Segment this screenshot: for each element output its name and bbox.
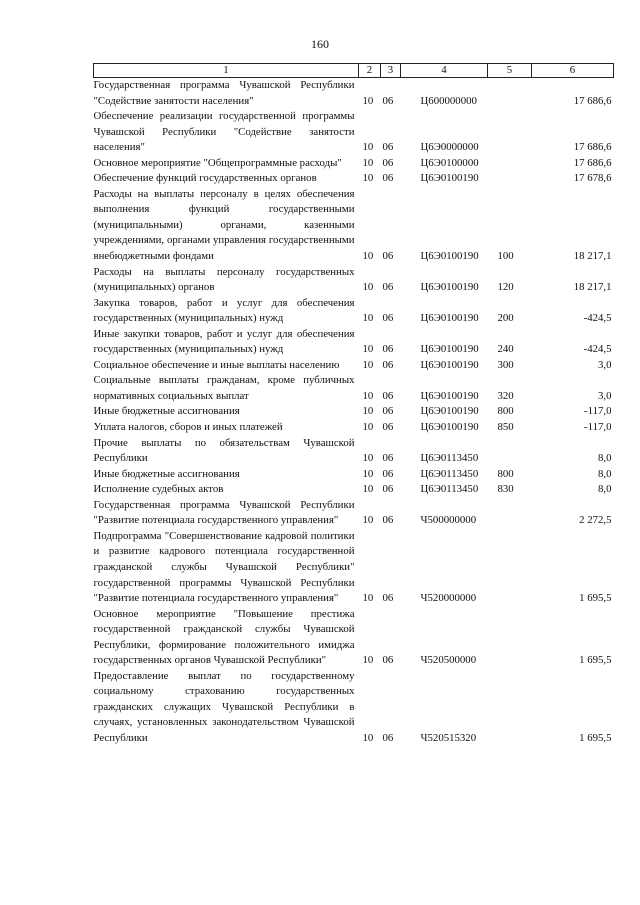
row-name: Социальное обеспечение и иные выплаты населению	[93, 358, 340, 371]
row-amount: 1 695,5	[579, 654, 612, 667]
table-row	[94, 607, 614, 669]
row-subsection: 06	[382, 452, 394, 465]
row-amount: 1 695,5	[579, 731, 612, 744]
header-col-3: 3	[381, 64, 401, 78]
row-subsection: 06	[382, 731, 394, 744]
row-name: Закупка товаров, работ и услуг для обеспечения государственных (муниципальных) нужд	[93, 296, 355, 325]
table-row	[94, 109, 614, 156]
row-section: 10	[362, 141, 374, 154]
row-amount: 2 272,5	[579, 514, 612, 527]
row-target-article: Ч520500000	[420, 654, 477, 667]
row-section: 10	[362, 421, 374, 434]
row-name: Иные закупки товаров, работ и услуг для обеспечения государственных (муниципальных) нужд	[93, 327, 355, 356]
header-row	[94, 64, 614, 78]
table-row	[94, 171, 614, 187]
header-col-6: 6	[532, 64, 614, 78]
row-section: 10	[362, 452, 374, 465]
row-subsection: 06	[382, 94, 394, 107]
row-name: Исполнение судебных актов	[93, 483, 224, 496]
table-body	[94, 78, 614, 747]
row-expense-type	[488, 436, 532, 467]
row-target-article: Ц6Э0100190	[420, 172, 479, 185]
row-subsection: 06	[382, 483, 394, 496]
row-section: 10	[362, 343, 374, 356]
row-section: 10	[362, 483, 374, 496]
row-subsection: 06	[382, 514, 394, 527]
row-target-article: Ц6Э0100190	[420, 389, 479, 402]
table-row	[94, 436, 614, 467]
row-name: Предоставление выплат по государственному социальному страхованию государственных гражданских служащих Чувашской Республики в случаях, установленных законодательством Чувашской Республики	[93, 669, 355, 744]
header-col-1: 1	[94, 64, 359, 78]
row-target-article: Ц6Э0100190	[420, 281, 479, 294]
row-section: 10	[362, 389, 374, 402]
row-name: Государственная программа Чувашской Республики "Содействие занятости населения"	[93, 79, 355, 107]
table-row	[94, 156, 614, 172]
row-expense-type: 850	[497, 421, 514, 434]
row-section: 10	[362, 281, 374, 294]
row-subsection: 06	[382, 654, 394, 667]
row-amount: 18 217,1	[573, 281, 612, 294]
row-expense-type: 120	[497, 281, 514, 294]
row-amount: 3,0	[598, 389, 612, 402]
row-name: Социальные выплаты гражданам, кроме публичных нормативных социальных выплат	[93, 374, 355, 402]
table-row	[94, 265, 614, 296]
row-target-article: Ц6Э0100190	[420, 312, 479, 325]
row-subsection: 06	[382, 343, 394, 356]
row-name: Подпрограмма "Совершенствование кадровой политики и развитие кадрового потенциала государственной гражданской службы Чувашской Республики" государственной программы Чувашской Республики "Развитие потенциала государственного управления"	[93, 529, 355, 605]
row-name: Основное мероприятие "Повышение престижа государственной гражданской службы Чувашской Республики, формирование положительного имиджа государственных органов Чувашской Республики"	[93, 607, 355, 667]
row-subsection: 06	[382, 358, 394, 371]
row-expense-type: 200	[497, 312, 514, 325]
table-row	[94, 467, 614, 483]
row-amount: -424,5	[583, 312, 612, 325]
row-subsection: 06	[382, 312, 394, 325]
table-row	[94, 78, 614, 110]
row-target-article: Ц6Э0113450	[420, 483, 479, 496]
row-section: 10	[362, 358, 374, 371]
table-row	[94, 529, 614, 607]
row-amount: 8,0	[598, 452, 612, 465]
row-amount: 17 686,6	[573, 156, 612, 169]
row-amount: 3,0	[598, 358, 612, 371]
table-row	[94, 669, 614, 747]
row-expense-type: 300	[497, 358, 514, 371]
table-row	[94, 482, 614, 498]
row-expense-type: 320	[497, 389, 514, 402]
table-row	[94, 498, 614, 529]
row-amount: 17 686,6	[573, 94, 612, 107]
table-row	[94, 187, 614, 265]
row-name: Прочие выплаты по обязательствам Чувашской Республики	[93, 436, 355, 465]
row-expense-type: 800	[497, 467, 514, 480]
row-amount: -117,0	[584, 405, 612, 418]
row-target-article: Ц6Э0113450	[420, 452, 479, 465]
table-row	[94, 373, 614, 404]
row-expense-type	[488, 607, 532, 669]
row-target-article: Ч520515320	[420, 731, 477, 744]
row-target-article: Ч500000000	[420, 514, 477, 527]
row-name: Расходы на выплаты персоналу государственных (муниципальных) органов	[93, 265, 355, 294]
budget-table	[93, 63, 614, 747]
row-target-article: Ц600000000	[420, 94, 477, 107]
row-expense-type: 830	[497, 483, 514, 496]
row-expense-type: 800	[497, 405, 514, 418]
row-subsection: 06	[382, 156, 394, 169]
row-expense-type	[488, 109, 532, 156]
row-name: Уплата налогов, сборов и иных платежей	[93, 421, 283, 434]
row-target-article: Ц6Э0113450	[420, 467, 479, 480]
row-expense-type: 240	[497, 343, 514, 356]
row-subsection: 06	[382, 250, 394, 263]
row-section: 10	[362, 94, 374, 107]
row-target-article: Ц6Э0100190	[420, 405, 479, 418]
row-section: 10	[362, 514, 374, 527]
header-col-5: 5	[488, 64, 532, 78]
row-subsection: 06	[382, 281, 394, 294]
row-amount: 8,0	[598, 467, 612, 480]
row-subsection: 06	[382, 405, 394, 418]
row-name: Обеспечение реализации государственной программы Чувашской Республики "Содействие занятости населения"	[93, 110, 355, 154]
row-amount: 8,0	[598, 483, 612, 496]
row-expense-type	[488, 78, 532, 110]
row-name: Обеспечение функций государственных органов	[93, 172, 317, 185]
row-section: 10	[362, 654, 374, 667]
row-target-article: Ц6Э0100190	[420, 421, 479, 434]
row-expense-type: 100	[497, 250, 514, 263]
row-subsection: 06	[382, 467, 394, 480]
row-target-article: Ц6Э0100190	[420, 358, 479, 371]
row-target-article: Ц6Э0000000	[420, 141, 479, 154]
table-row	[94, 404, 614, 420]
table-row	[94, 420, 614, 436]
row-amount: 17 686,6	[573, 141, 612, 154]
header-col-4: 4	[401, 64, 488, 78]
row-name: Расходы на выплаты персоналу в целях обеспечения выполнения функций государственными (муниципальными) органами, казенными учреждениями, органами управления государственными внебюджетными фондами	[93, 187, 355, 263]
row-subsection: 06	[382, 141, 394, 154]
row-target-article: Ц6Э0100190	[420, 250, 479, 263]
row-target-article: Ц6Э0100000	[420, 156, 479, 169]
row-name: Государственная программа Чувашской Республики "Развитие потенциала государственного управления"	[93, 498, 355, 527]
table-row	[94, 327, 614, 358]
row-subsection: 06	[382, 421, 394, 434]
page-number: 160	[311, 37, 329, 51]
row-expense-type	[488, 156, 532, 172]
row-section: 10	[362, 312, 374, 325]
header-col-2: 2	[359, 64, 381, 78]
row-section: 10	[362, 405, 374, 418]
row-name: Основное мероприятие "Общепрограммные расходы"	[93, 156, 342, 169]
row-subsection: 06	[382, 172, 394, 185]
table-row	[94, 358, 614, 374]
row-name: Иные бюджетные ассигнования	[93, 405, 240, 418]
table-header	[94, 64, 614, 78]
row-name: Иные бюджетные ассигнования	[93, 467, 240, 480]
row-expense-type	[488, 669, 532, 747]
row-target-article: Ч520000000	[420, 592, 477, 605]
row-section: 10	[362, 592, 374, 605]
row-amount: 18 217,1	[573, 250, 612, 263]
row-amount: 17 678,6	[573, 172, 612, 185]
row-target-article: Ц6Э0100190	[420, 343, 479, 356]
row-subsection: 06	[382, 592, 394, 605]
row-expense-type	[488, 529, 532, 607]
row-amount: 1 695,5	[579, 592, 612, 605]
row-section: 10	[362, 250, 374, 263]
table-row	[94, 296, 614, 327]
row-expense-type	[488, 171, 532, 187]
row-expense-type	[488, 498, 532, 529]
row-amount: -424,5	[583, 343, 612, 356]
row-subsection: 06	[382, 389, 394, 402]
row-section: 10	[362, 467, 374, 480]
row-section: 10	[362, 172, 374, 185]
row-section: 10	[362, 156, 374, 169]
row-amount: -117,0	[584, 421, 612, 434]
row-section: 10	[362, 731, 374, 744]
